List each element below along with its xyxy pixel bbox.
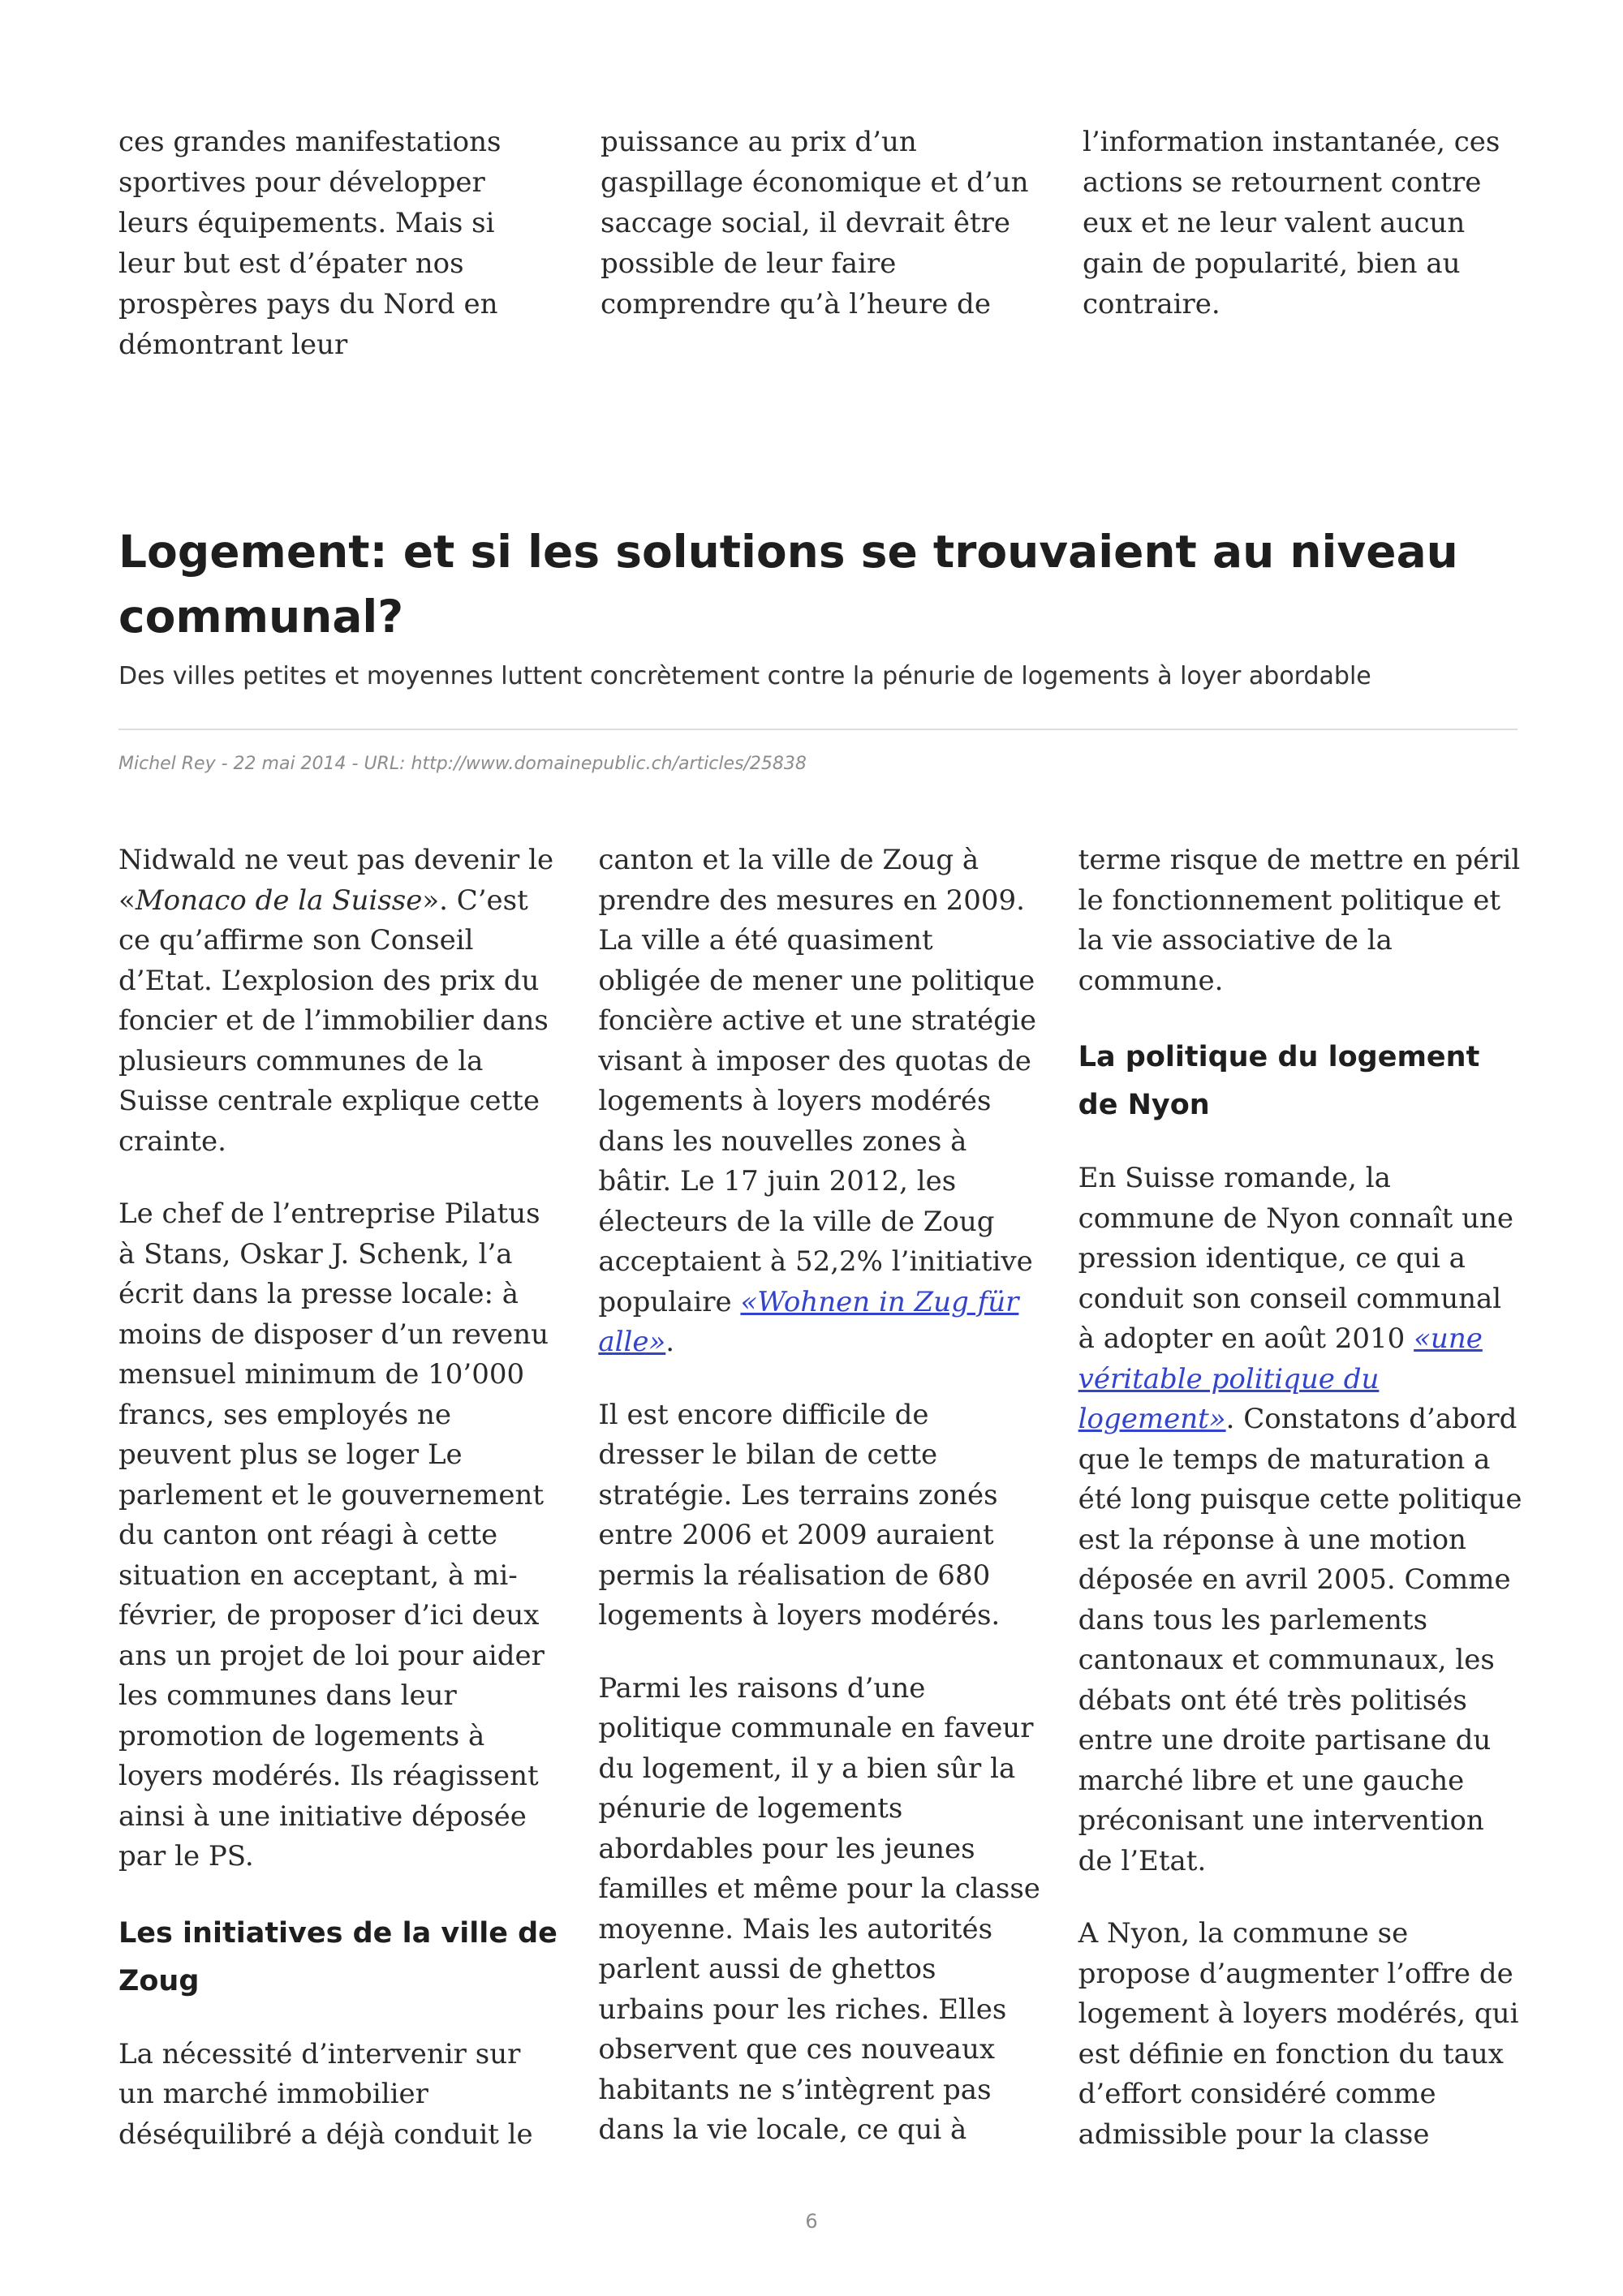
emphasis-text: Monaco de la Suisse	[135, 884, 423, 917]
article-subtitle: Des villes petites et moyennes luttent concrètement contre la pénurie de logements à loyer abordable	[118, 662, 1371, 690]
header-divider	[118, 729, 1518, 730]
body-paragraph: Le chef de l’entreprise Pilatus à Stans, Oskar J. Schenk, l’a écrit dans la presse locale: à moins de disposer d’un revenu mensuel minimum de 10’000 francs, ses employés ne peuvent plus se loger Le parlement et le gouvernement du canton ont réagi à cette situation en acceptant, à mi-février, de proposer d’ici deux ans un projet de loi pour aider les communes dans leur promotion de logements à loyers modérés. Ils réagissent ainsi à une initiative déposée par le PS.	[118, 1197, 549, 1872]
article-title: Logement: et si les solutions se trouvaient au niveau communal?	[118, 526, 1458, 643]
body-paragraph: Nidwald ne veut pas devenir le «Monaco de la Suisse». C’est ce qu’affirme son Conseil d’Etat. L’explosion des prix du foncier et de l’immobilier dans plusieurs communes de la Suisse centrale explique cette crainte.	[118, 844, 554, 1158]
section-heading: Les initiatives de la ville de Zoug	[118, 1916, 558, 1997]
body-paragraph: A Nyon, la commune se propose d’augmenter l’offre de logement à loyers modérés, qui est définie en fonction du taux d’effort considéré comme admissible pour la classe	[1078, 1917, 1519, 2151]
body-paragraph: Parmi les raisons d’une politique communale en faveur du logement, il y a bien sûr la pénurie de logements abordables pour les jeunes familles et même pour la classe moyenne. Mais les autorités parlent aussi de ghettos urbains pour les riches. Elles observent que ces nouveaux habitants ne s’intègrent pas dans la vie locale, ce qui à	[598, 1671, 1040, 2146]
section-heading: La politique du logement de Nyon	[1078, 1041, 1480, 1121]
body-paragraph: En Suisse romande, la commune de Nyon connaît une pression identique, ce qui a conduit son conseil communal à adopter en août 2010 «une véritable politique du logement». Constatons d’abord que le temps de maturation a été long puisque cette politique est la réponse à une motion déposée en avril 2005. Comme dans tous les parlements cantonaux et communaux, les débats ont été très politisés entre une droite partisane du marché libre et une gauche préconisant une intervention de l’Etat.	[1078, 1162, 1522, 1877]
body-column-2	[598, 841, 1042, 2155]
previous-article-continuation	[118, 122, 1522, 365]
top-column-1	[118, 122, 558, 365]
body-column-3	[1078, 841, 1522, 2155]
top-paragraph: l’information instantanée, ces actions se retournent contre eux et ne leur valent aucun gain de popularité, bien au contraire.	[1083, 126, 1500, 320]
body-paragraph: terme risque de mettre en péril le fonctionnement politique et la vie associative de la commune.	[1078, 844, 1521, 997]
body-column-1	[118, 841, 562, 2155]
page-number: 6	[805, 2210, 818, 2233]
article-body	[118, 841, 1522, 2155]
body-paragraph: La nécessité d’intervenir sur un marché immobilier déséquilibré a déjà conduit le	[118, 2037, 533, 2151]
top-column-3	[1083, 122, 1522, 365]
body-paragraph: canton et la ville de Zoug à prendre des mesures en 2009. La ville a été quasiment obligée de mener une politique foncière active et une stratégie visant à imposer des quotas de logements à loyers modérés dans les nouvelles zones à bâtir. Le 17 juin 2012, les électeurs de la ville de Zoug acceptaient à 52,2% l’initiative populaire «Wohnen in Zug für alle».	[598, 844, 1036, 1358]
politique-logement-link[interactable]: «une véritable politique du logement»	[1078, 1322, 1483, 1435]
wohnen-in-zug-link[interactable]: «Wohnen in Zug für alle»	[598, 1285, 1019, 1358]
top-paragraph: puissance au prix d’un gaspillage économique et d’un saccage social, il devrait être possible de leur faire comprendre qu’à l’heure de	[601, 126, 1029, 320]
top-column-2	[601, 122, 1040, 365]
top-paragraph: ces grandes manifestations sportives pour développer leurs équipements. Mais si leur but est d’épater nos prospères pays du Nord en démontrant leur	[118, 126, 502, 361]
article-byline: Michel Rey - 22 mai 2014 - URL: http://www.domainepublic.ch/articles/25838	[118, 754, 807, 774]
body-paragraph: Il est encore difficile de dresser le bilan de cette stratégie. Les terrains zonés entre 2006 et 2009 auraient permis la réalisation de 680 logements à loyers modérés.	[598, 1398, 1001, 1632]
